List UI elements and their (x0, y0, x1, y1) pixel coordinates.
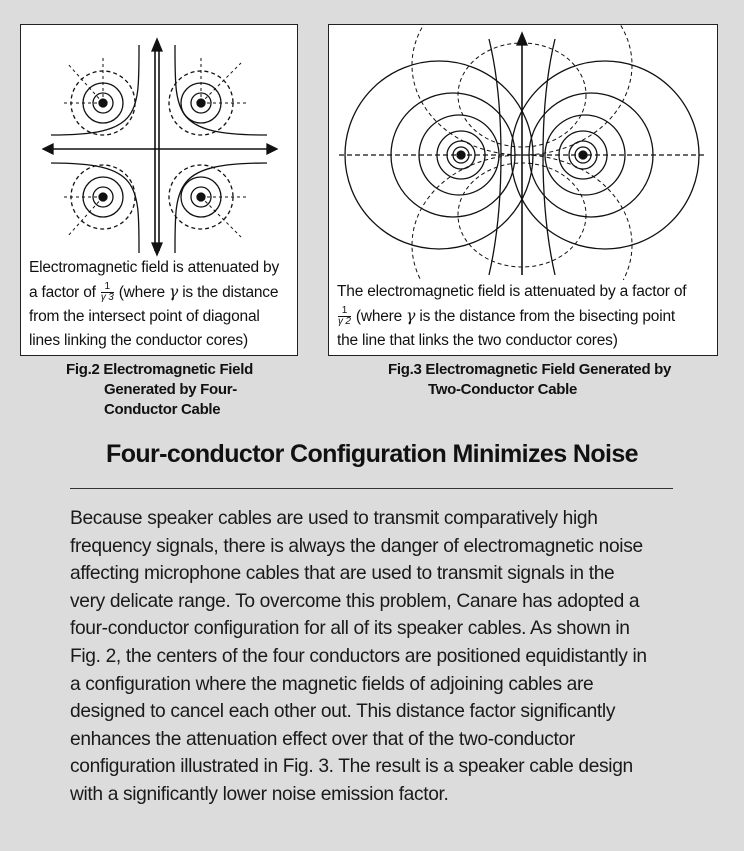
fig3-caption-line1: Fig.3 Electromagnetic Field Generated by (388, 361, 672, 378)
body-line: affecting microphone cables that are used to transmit signals in the (70, 563, 615, 585)
section-heading: Four-conductor Configuration Minimizes Noise (106, 440, 638, 468)
two-conductor-field-diagram (329, 25, 717, 280)
fig3-caption (388, 360, 708, 400)
fig3-fraction (338, 306, 351, 327)
fig2-text-line2 (29, 280, 297, 305)
fig3-text-line1: The electromagnetic field is attenuated by a factor of (337, 283, 687, 300)
body-line: with a significantly lower noise emission factor. (70, 783, 449, 805)
fig2-text-line3: from the intersect point of diagonal (29, 308, 260, 325)
fig2-caption-line1: Fig.2 Electromagnetic Field (66, 361, 253, 378)
body-line: configuration illustrated in Fig. 3. The result is a speaker cable design (70, 756, 633, 778)
fig3-line2-post: is the distance from the bisecting point (419, 308, 675, 325)
fig2-line2-pre: a factor of (29, 284, 96, 301)
fig2-caption-line2: Generated by Four- (104, 381, 237, 398)
fig2-text-line4: lines linking the conductor cores) (29, 332, 248, 349)
field-line (175, 45, 267, 135)
heading-divider (70, 488, 673, 489)
body-line: designed to cancel each other out. This distance factor significantly (70, 701, 616, 723)
fig2-caption-line3: Conductor Cable (104, 401, 221, 418)
figure-3-two-conductor-field (328, 24, 718, 356)
arrow-right (267, 144, 277, 154)
fig2-fraction (101, 282, 114, 303)
arrow-down (152, 243, 162, 255)
figure-2-four-conductor-field (20, 24, 298, 356)
fig2-text-line1: Electromagnetic field is attenuated by (29, 259, 280, 276)
body-line: a configuration where the magnetic fields of adjoining cables are (70, 673, 594, 695)
fig3-description (337, 280, 717, 353)
field-line (175, 163, 267, 253)
fig2-line2-post: (where (118, 284, 165, 301)
arrow-left (43, 144, 53, 154)
fig3-text-line2 (337, 304, 717, 329)
body-line: Fig. 2, the centers of the four conductors are positioned equidistantly in (70, 645, 647, 667)
body-line: very delicate range. To overcome this problem, Canare has adopted a (70, 590, 640, 612)
fig2-caption (66, 360, 286, 420)
body-line: frequency signals, there is always the danger of electromagnetic noise (70, 535, 643, 557)
fig3-gamma: γ (406, 307, 416, 325)
four-conductor-field-diagram (21, 25, 297, 257)
fig2-frac-den: γ 3 (100, 292, 114, 304)
fig2-description (29, 256, 297, 353)
body-line: Because speaker cables are used to transmit comparatively high (70, 508, 598, 529)
fig2-line2-end: is the distance (182, 284, 279, 301)
fig3-frac-den: γ 2 (338, 316, 351, 328)
fig3-text-line3: the line that links the two conductor cores) (337, 332, 618, 349)
fig3-line2-pre: (where (355, 308, 403, 325)
fig3-caption-line2: Two-Conductor Cable (428, 381, 578, 398)
fig2-frac-num: 1 (101, 282, 114, 293)
body-line: enhances the attenuation effect over that of the two-conductor (70, 728, 575, 750)
body-line: four-conductor configuration for all of its speaker cables. As shown in (70, 618, 630, 640)
field-line (51, 163, 139, 253)
fig2-gamma: γ (169, 283, 179, 301)
fig3-frac-num: 1 (338, 306, 351, 317)
arrow-up (152, 39, 162, 51)
body-paragraph (70, 505, 680, 809)
